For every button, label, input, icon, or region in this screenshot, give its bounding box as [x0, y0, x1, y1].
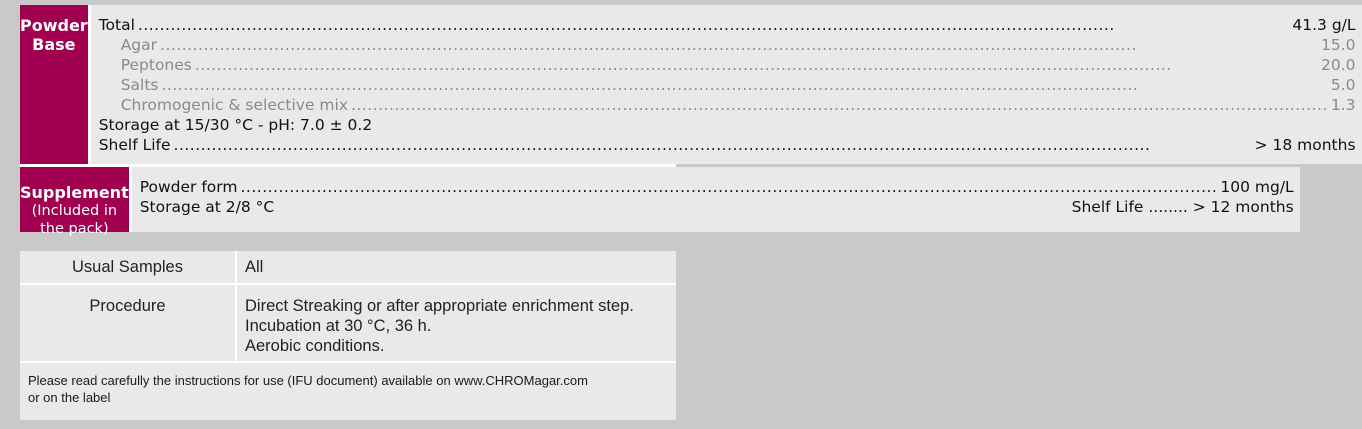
shelf-life-label: Shelf Life — [98, 136, 171, 154]
usual-samples-value: All — [245, 258, 264, 276]
dot-leader — [171, 135, 1255, 155]
ifu-note-line: or on the label — [28, 390, 111, 405]
supplement-storage: Storage at 2/8 °C — [139, 198, 275, 216]
composition-line-agar — [99, 35, 1356, 55]
dot-leader — [238, 177, 1221, 197]
line-value: 15.0 — [1321, 36, 1356, 54]
procedure-line: Direct Streaking or after appropriate enrichment step. — [245, 297, 634, 315]
powder-storage: Storage at 15/30 °C - pH: 7.0 ± 0.2 — [98, 116, 373, 134]
procedure-row — [20, 285, 676, 363]
powder-shelf-life — [99, 135, 1356, 155]
powder-base-details — [91, 5, 1362, 164]
line-label: Total — [98, 16, 135, 34]
shelf-life-value: > 12 months — [1192, 198, 1294, 216]
supplement-header — [20, 167, 132, 237]
powder-base-row — [20, 5, 1356, 167]
powder-base-title: Powder Base — [20, 16, 88, 54]
line-label: Powder form — [139, 178, 238, 196]
dot-leader — [157, 35, 1321, 55]
composition-line-salts — [99, 75, 1356, 95]
line-value: 1.3 — [1330, 96, 1356, 114]
supplement-powder-line — [140, 177, 1294, 197]
shelf-life-label: Shelf Life — [1071, 198, 1144, 216]
composition-table — [20, 5, 1356, 237]
usage-table — [20, 251, 676, 420]
procedure-label: Procedure — [20, 285, 237, 361]
ifu-note — [20, 363, 676, 420]
line-value: 100 mg/L — [1220, 178, 1294, 196]
line-label: Chromogenic & selective mix — [120, 96, 348, 114]
supplement-row — [20, 167, 1294, 237]
dot-leader — [135, 15, 1292, 35]
composition-line-chromogenic-mix — [99, 95, 1356, 115]
supplement-subtitle: (Included in the pack) — [31, 203, 118, 237]
composition-line-total — [99, 15, 1356, 35]
usual-samples-row — [20, 251, 676, 285]
dot-leader — [348, 95, 1331, 115]
supplement-details — [132, 167, 1300, 232]
composition-line-peptones — [99, 55, 1356, 75]
dot-leader — [192, 55, 1321, 75]
line-value: 41.3 g/L — [1292, 16, 1356, 34]
dot-leader: ........ — [1143, 198, 1193, 216]
procedure-details — [237, 285, 676, 361]
line-label: Peptones — [120, 56, 192, 74]
supplement-title: Supplement — [20, 183, 129, 202]
ifu-note-line: Please read carefully the instructions for use (IFU document) available on www.CHROMagar.com — [28, 373, 588, 388]
line-label: Agar — [120, 36, 158, 54]
procedure-line: Aerobic conditions. — [245, 337, 385, 355]
usual-samples-label: Usual Samples — [20, 251, 237, 283]
dot-leader — [159, 75, 1331, 95]
line-value: 20.0 — [1321, 56, 1356, 74]
line-label: Salts — [120, 76, 159, 94]
supplement-shelf-life — [1072, 197, 1294, 217]
shelf-life-value: > 18 months — [1254, 136, 1356, 154]
powder-base-header — [20, 5, 91, 164]
line-value: 5.0 — [1330, 76, 1356, 94]
supplement-storage-line — [140, 197, 1294, 217]
procedure-line: Incubation at 30 °C, 36 h. — [245, 317, 432, 335]
